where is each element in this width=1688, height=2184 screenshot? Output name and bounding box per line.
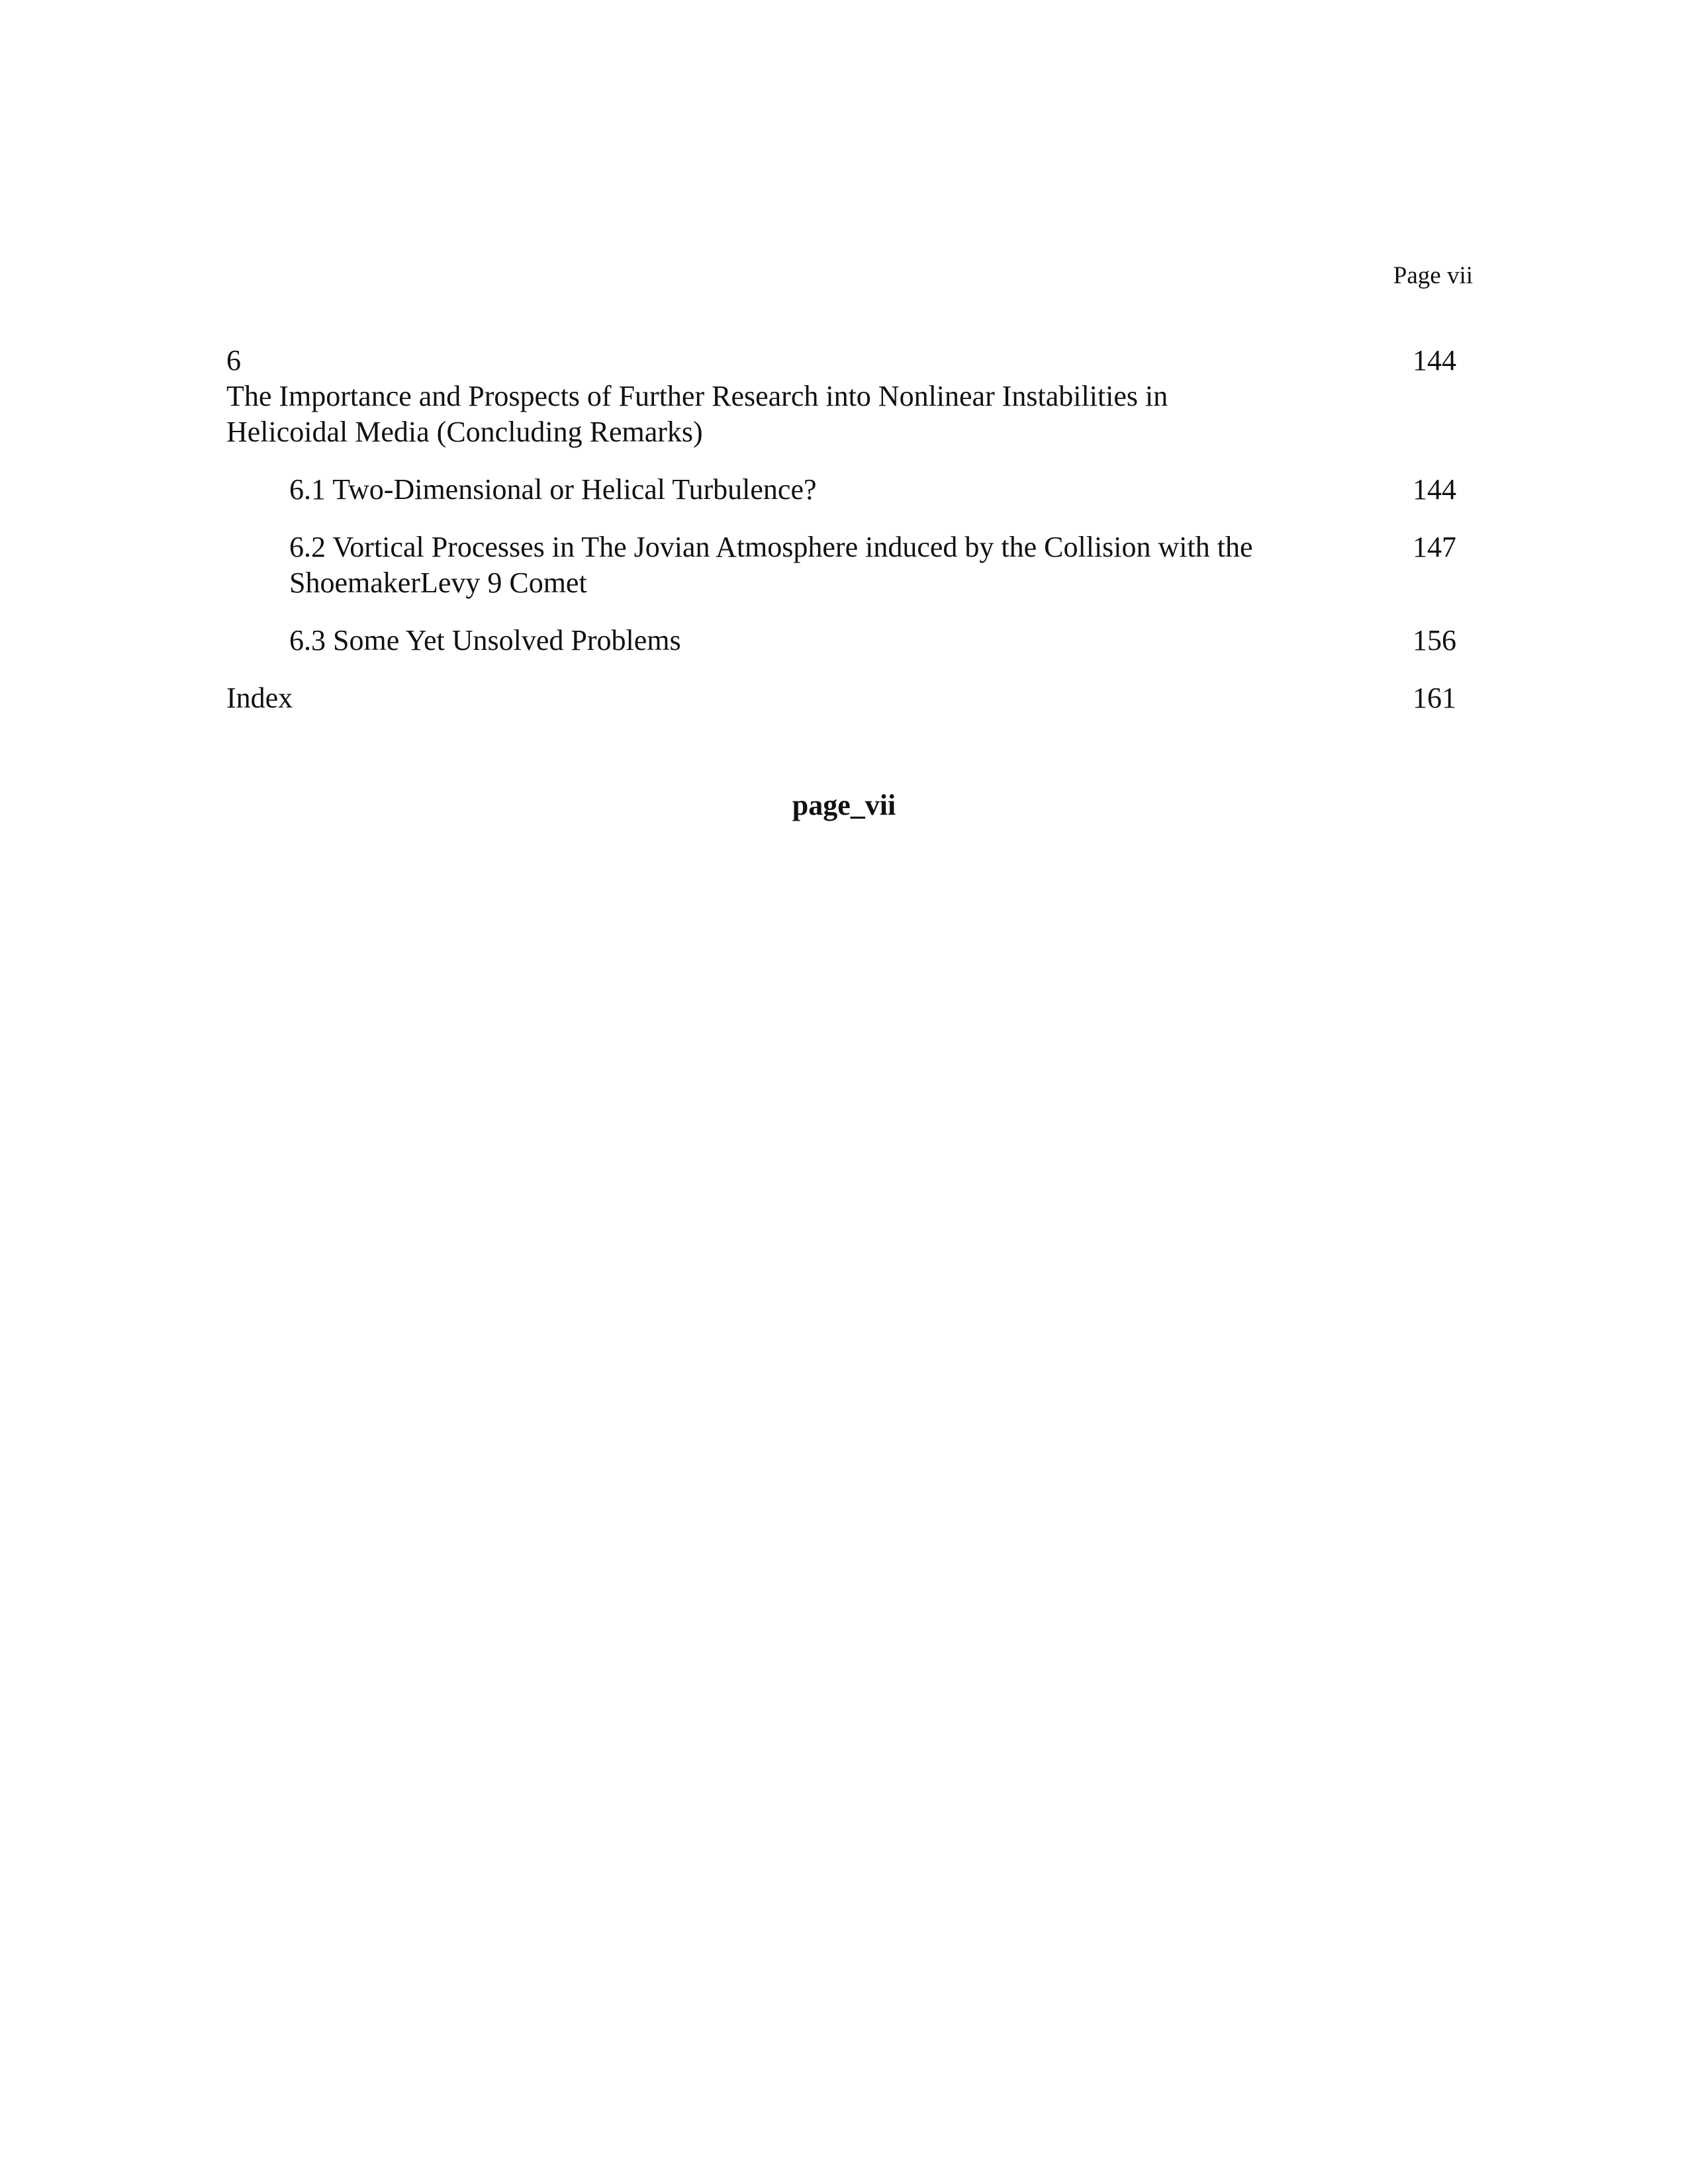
- toc-chapter-6: [226, 343, 1456, 450]
- chapter-page-number: 144: [1413, 344, 1456, 377]
- index-title: Index: [226, 682, 293, 714]
- section-page-number: 147: [1413, 531, 1456, 563]
- toc-chapter-text: [226, 343, 1252, 450]
- index-page-number: 161: [1413, 682, 1456, 714]
- toc-index: [226, 680, 1456, 716]
- chapter-number: 6: [226, 344, 241, 377]
- section-page-number: 144: [1413, 473, 1456, 506]
- toc-section-6-1: [226, 472, 1456, 508]
- table-of-contents: [226, 343, 1456, 716]
- toc-section-6-3: [226, 623, 1456, 659]
- page-header-number: Page vii: [1393, 262, 1473, 289]
- toc-section-6-2: [226, 529, 1456, 601]
- section-title: 6.3 Some Yet Unsolved Problems: [289, 624, 681, 657]
- section-title: 6.2 Vortical Processes in The Jovian Atmosphere induced by the Collision with the ShoemakerLevy 9 Comet: [289, 531, 1253, 599]
- chapter-title: The Importance and Prospects of Further Research into Nonlinear Instabilities in Helicoidal Media (Concluding Remarks): [226, 380, 1168, 448]
- page-label: page_vii: [792, 789, 896, 821]
- section-page-number: 156: [1413, 624, 1456, 657]
- section-title: 6.1 Two-Dimensional or Helical Turbulence?: [289, 473, 817, 506]
